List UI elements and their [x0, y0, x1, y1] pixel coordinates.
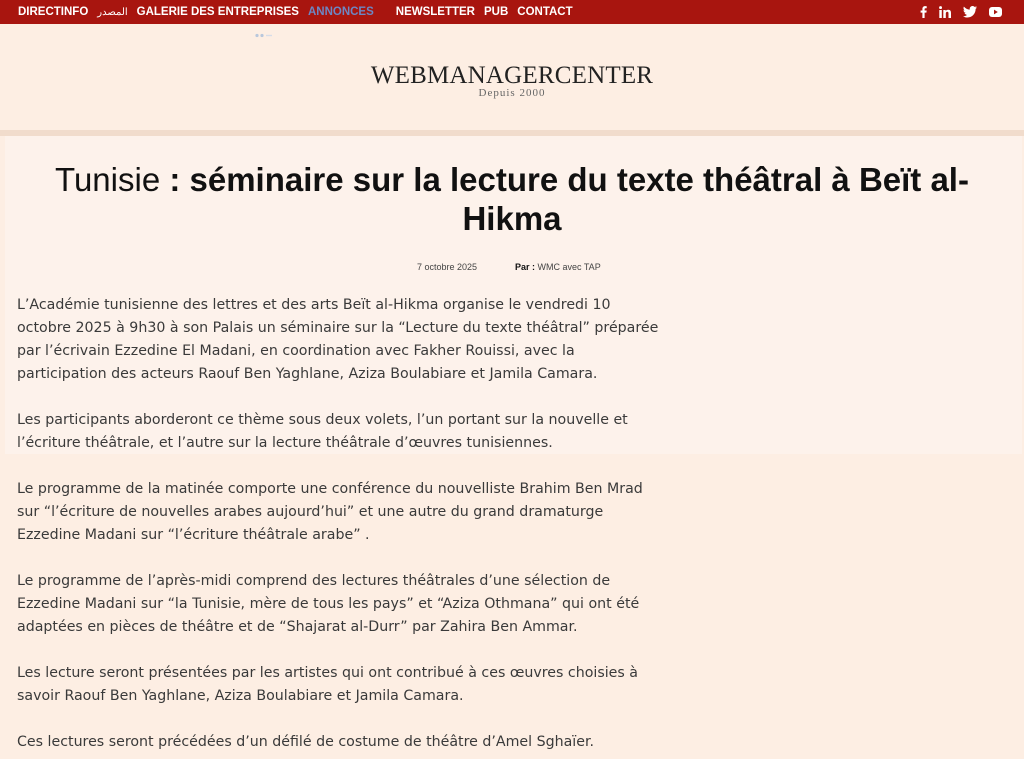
youtube-icon[interactable]: [989, 5, 1002, 19]
article-paragraph: Les participants aborderont ce thème sous deux volets, l’un portant sur la nouvelle et l’écriture théâtrale, et l’autre sur la lecture théâtrale d’œuvres tunisiennes.: [17, 412, 628, 451]
nav-link-contact[interactable]: CONTACT: [517, 6, 573, 18]
article-date: 7 octobre 2025: [417, 262, 478, 272]
article-author: WMC avec TAP: [535, 262, 601, 272]
site-tagline: Depuis 2000: [478, 87, 546, 99]
article-paragraph: Le programme de la matinée comporte une conférence du nouvelliste Brahim Ben Mrad sur “l’écriture de nouvelles arabes aujourd’hui” et une autre du grand dramaturge Ezzedine Madani sur “l’écriture théâtrale arabe” .: [17, 481, 643, 543]
article-title: [20, 160, 1004, 238]
article-paragraph: Ces lectures seront précédées d’un défilé de costume de théâtre d’Amel Sghaïer.: [17, 734, 595, 750]
site-logo[interactable]: [0, 62, 1024, 99]
small-decoration-icon: [252, 33, 274, 38]
article-title-prefix: Tunisie: [55, 161, 161, 198]
top-navigation: [18, 0, 582, 24]
facebook-icon[interactable]: [920, 5, 927, 19]
nav-link-pub[interactable]: PUB: [484, 6, 509, 18]
nav-link-annonces[interactable]: ANNONCES: [307, 6, 374, 18]
article-paragraph: L’Académie tunisienne des lettres et des arts Beït al-Hikma organise le vendredi 10 octobre 2025 à 9h30 à son Palais un séminaire sur la “Lecture du texte théâtral” préparée par l’écrivain Ezzedine El Madani, en coordination avec Fakher Rouissi, avec la participation des acteurs Raouf Ben Yaghlane, Aziza Boulabiare et Jamila Camara.: [17, 297, 659, 382]
top-bar: [0, 0, 1024, 24]
article-title-main: : séminaire sur la lecture du texte théâtral à Beït al-Hikma: [160, 161, 969, 237]
twitter-icon[interactable]: [963, 5, 977, 19]
article-body: [17, 294, 667, 759]
author-label: Par :: [515, 262, 536, 272]
article-paragraph: Les lecture seront présentées par les artistes qui ont contribué à ces œuvres choisies à savoir Raouf Ben Yaghlane, Aziza Boulabiare et Jamila Camara.: [17, 665, 638, 704]
nav-link-almasdar[interactable]: المصدر: [97, 6, 128, 18]
social-links: [920, 0, 1002, 24]
nav-link-newsletter[interactable]: NEWSLETTER: [395, 6, 475, 18]
nav-link-directinfo[interactable]: DIRECTINFO: [18, 6, 89, 18]
article-byline: [515, 262, 601, 272]
article-paragraph: Le programme de l’après-midi comprend des lectures théâtrales d’une sélection de Ezzedine Madani sur “la Tunisie, mère de tous les pays” et “Aziza Othmana” qui ont été adaptées en pièces de théâtre et de “Shajarat al-Durr” par Zahira Ben Ammar.: [17, 573, 640, 635]
nav-link-galerie-des-entreprises[interactable]: GALERIE DES ENTREPRISES: [136, 6, 299, 18]
site-name: WEBMANAGERCENTER: [370, 62, 654, 89]
linkedin-icon[interactable]: [939, 5, 951, 19]
